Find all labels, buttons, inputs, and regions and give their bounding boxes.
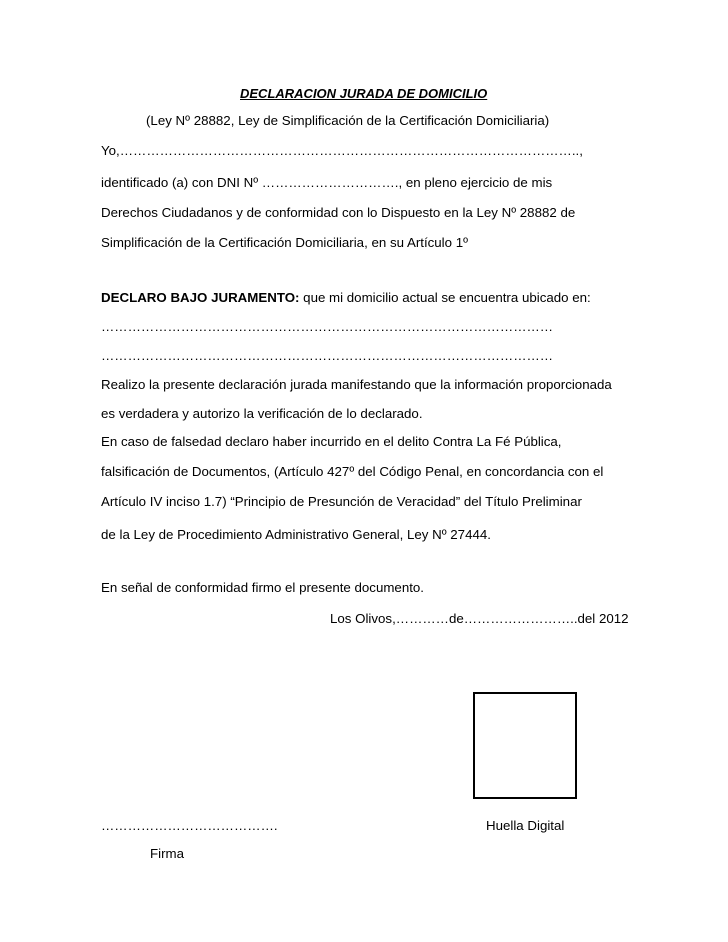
paragraph-line-4: falsificación de Documentos, (Artículo 427º del Código Penal, en concordancia con el xyxy=(101,464,604,479)
dni-line: identificado (a) con DNI Nº …………………………., en pleno ejercicio de mis xyxy=(101,175,553,190)
paragraph-line-5: Artículo IV inciso 1.7) “Principio de Presunción de Veracidad” del Título Preliminar xyxy=(101,494,582,509)
paragraph-line-3: En caso de falsedad declaro haber incurrido en el delito Contra La Fé Pública, xyxy=(101,434,562,449)
paragraph-line-6: de la Ley de Procedimiento Administrativo General, Ley Nº 27444. xyxy=(101,527,491,542)
signature-line: …………………………………. xyxy=(101,818,278,833)
declaration-statement xyxy=(101,290,591,306)
document-subtitle: (Ley Nº 28882, Ley de Simplificación de la Certificación Domiciliaria) xyxy=(146,113,550,128)
declaration-heading: DECLARO BAJO JURAMENTO: xyxy=(101,290,300,305)
paragraph-line-1: Realizo la presente declaración jurada manifestando que la información proporcionada xyxy=(101,377,612,392)
date-line: Los Olivos,…………de……………………..del 2012 xyxy=(330,611,629,626)
paragraph-line-2: es verdadera y autorizo la verificación de lo declarado. xyxy=(101,406,423,421)
law-article-line: Simplificación de la Certificación Domiciliaria, en su Artículo 1º xyxy=(101,235,468,250)
declarant-name-line: Yo,………………………………………………………………………………………….., xyxy=(101,143,583,158)
fingerprint-box xyxy=(473,692,577,799)
address-line-1: ………………………………………………………………………………………… xyxy=(101,319,554,334)
document-title: DECLARACION JURADA DE DOMICILIO xyxy=(240,86,488,101)
fingerprint-label: Huella Digital xyxy=(486,818,565,833)
rights-line: Derechos Ciudadanos y de conformidad con lo Dispuesto en la Ley Nº 28882 de xyxy=(101,205,576,220)
declaration-text: que mi domicilio actual se encuentra ubicado en: xyxy=(299,290,591,305)
conformity-line: En señal de conformidad firmo el presente documento. xyxy=(101,580,425,595)
signature-label: Firma xyxy=(150,846,184,861)
address-line-2: ………………………………………………………………………………………… xyxy=(101,348,554,363)
